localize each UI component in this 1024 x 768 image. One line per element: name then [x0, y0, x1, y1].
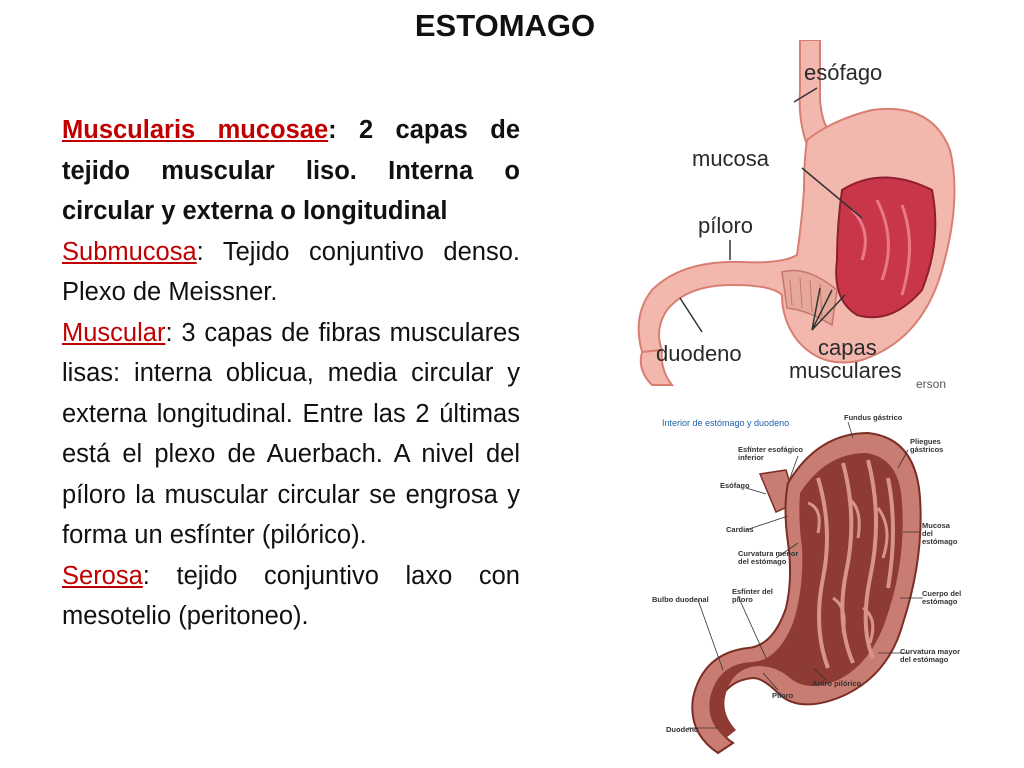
label-duodeno: Duodeno [666, 725, 699, 734]
figure2-title: Interior de estómago y duodeno [662, 418, 790, 428]
stomach-interior-diagram [648, 408, 973, 760]
label-esfinter-piloro: Esfínter del píloro [732, 587, 773, 604]
separator: : [196, 237, 204, 266]
term-muscular: Muscular [62, 318, 166, 347]
label-fundus: Fundus gástrico [844, 413, 903, 422]
label-piloro: Píloro [772, 691, 794, 700]
paragraph-muscularis-mucosae [62, 110, 520, 232]
paragraph-muscular [62, 313, 520, 556]
slide-title: ESTOMAGO [414, 8, 596, 43]
label-esofago: esófago [804, 60, 883, 85]
stomach-interior-illustration [648, 408, 973, 760]
label-duodeno: duodeno [656, 341, 742, 366]
label-antro: Antro pilórico [812, 679, 862, 688]
label-pliegues: Pliegues gástricos [910, 437, 944, 454]
paragraph-serosa [62, 556, 520, 637]
label-credit: erson [916, 377, 947, 391]
label-esfinter-esofagico: Esfínter esofágico inferior [738, 445, 804, 462]
label-musculares: musculares [789, 358, 902, 383]
separator: : [328, 116, 337, 144]
body-text [62, 110, 520, 637]
separator: : [165, 318, 173, 347]
label-cardias: Cardias [726, 525, 754, 534]
paragraph-text: Tejido conjuntivo denso. Plexo de Meissner. [62, 237, 520, 306]
term-muscularis-mucosae: Muscularis mucosae [62, 116, 329, 144]
label-cuerpo: Cuerpo del estómago [922, 589, 962, 606]
label-piloro: píloro [698, 213, 754, 238]
label-bulbo: Bulbo duodenal [652, 595, 709, 604]
label-mucosa: mucosa [692, 146, 770, 171]
label-mucosa-estomago: Mucosa del estómago [922, 521, 958, 546]
term-serosa: Serosa [62, 561, 143, 590]
label-curvatura-menor: Curvatura menor del estómago [738, 549, 799, 566]
label-esofago: Esófago [720, 481, 750, 490]
stomach-diagram [632, 40, 964, 400]
separator: : [142, 561, 150, 590]
label-capas: capas [818, 335, 877, 360]
paragraph-text: 3 capas de fibras musculares lisas: interna oblicua, media circular y externa longitudinal. Entre las 2 últimas está el plexo de Auerbach. A nivel del píloro la muscular circular se engrosa y forma un esfínter (pilórico). [62, 318, 520, 549]
paragraph-text: tejido conjuntivo laxo con mesotelio (peritoneo). [62, 561, 520, 630]
term-submucosa: Submucosa [62, 237, 197, 266]
paragraph-submucosa [62, 232, 520, 313]
paragraph-text: 2 capas de tejido muscular liso. Interna o circular y externa o longitudinal [62, 116, 520, 225]
label-curvatura-mayor: Curvatura mayor del estómago [900, 647, 961, 664]
